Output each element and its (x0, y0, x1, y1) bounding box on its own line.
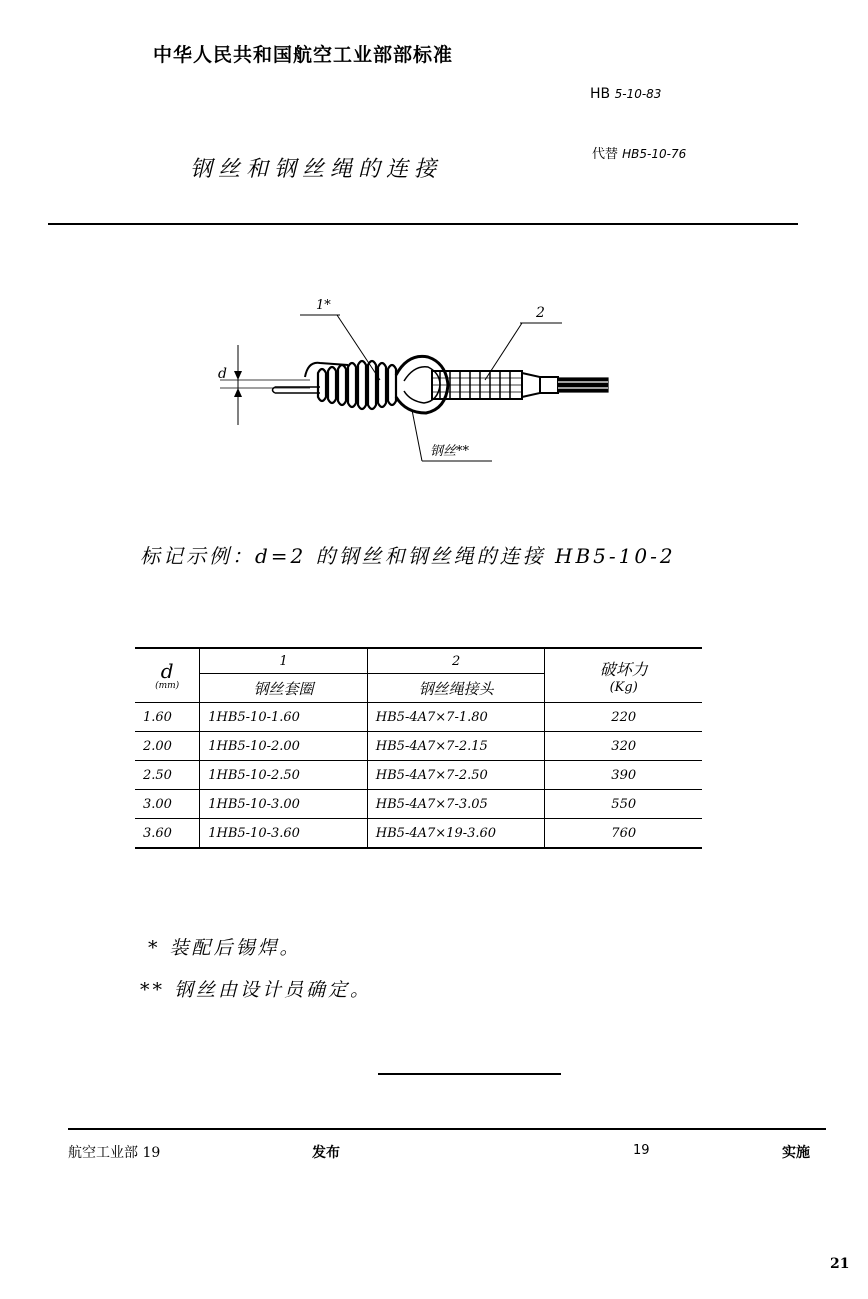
cell-breaking-force: 220 (545, 703, 702, 732)
cell-d: 2.50 (135, 761, 200, 790)
label-wire: 钢丝** (430, 444, 470, 459)
cell-breaking-force: 550 (545, 790, 702, 819)
col-d-unit: (mm) (155, 680, 180, 691)
col-force-title: 破坏力 (599, 659, 648, 679)
rope-fitting (432, 371, 558, 399)
table-row (135, 732, 702, 761)
wire-coil (318, 361, 396, 409)
label-part-2: 2 (536, 305, 545, 321)
col-1-name: 钢丝套圈 (200, 674, 368, 703)
table-row (135, 703, 702, 732)
specification-table (135, 647, 702, 849)
end-mark-line (378, 1073, 561, 1075)
organization-heading: 中华人民共和国航空工业部部标准 (153, 44, 454, 66)
cell-rope-fitting: HB5-4A7×7-2.50 (367, 761, 545, 790)
col-force-header (545, 648, 702, 703)
footer-implement-label: 实施 (782, 1145, 810, 1161)
cell-wire-ring: 1HB5-10-2.00 (200, 732, 368, 761)
page-number: 21 (830, 1256, 850, 1272)
cell-breaking-force: 320 (545, 732, 702, 761)
standard-number-value: 5-10-83 (614, 87, 662, 101)
footer-issue-label: 发布 (312, 1145, 340, 1161)
replaces-standard (592, 143, 686, 162)
col-d-symbol: d (160, 658, 174, 683)
d-arrow-bottom (234, 388, 242, 397)
cell-wire-ring: 1HB5-10-3.00 (200, 790, 368, 819)
cell-breaking-force: 390 (545, 761, 702, 790)
cell-breaking-force: 760 (545, 819, 702, 849)
table-row (135, 761, 702, 790)
note-soldering: * 装配后锡焊。 (148, 937, 302, 959)
d-arrow-top (234, 371, 242, 380)
cell-wire-ring: 1HB5-10-2.50 (200, 761, 368, 790)
col-d-header (135, 648, 200, 703)
cell-rope-fitting: HB5-4A7×7-2.15 (367, 732, 545, 761)
cell-rope-fitting: HB5-4A7×7-1.80 (367, 703, 545, 732)
table-row (135, 790, 702, 819)
cell-wire-ring: 1HB5-10-1.60 (200, 703, 368, 732)
standard-prefix: HB (590, 86, 611, 102)
label-d: d (218, 366, 227, 382)
cell-wire-ring: 1HB5-10-3.60 (200, 819, 368, 849)
cell-d: 3.00 (135, 790, 200, 819)
cell-d: 1.60 (135, 703, 200, 732)
label-part-1: 1* (316, 298, 331, 313)
marking-example: 标记示例：d=2 的钢丝和钢丝绳的连接 HB5-10-2 (140, 544, 676, 568)
col-force-unit: (Kg) (609, 679, 638, 695)
table-row (135, 819, 702, 849)
standard-number (590, 86, 661, 102)
col-2-name: 钢丝绳接头 (367, 674, 545, 703)
footer-divider (68, 1128, 826, 1130)
footer-issuer: 航空工业部 19 (68, 1145, 161, 1161)
connection-diagram (200, 285, 640, 485)
document-title: 钢丝和钢丝绳的连接 (190, 157, 443, 182)
cell-rope-fitting: HB5-4A7×19-3.60 (367, 819, 545, 849)
cell-rope-fitting: HB5-4A7×7-3.05 (367, 790, 545, 819)
footer-implement-year: 19 (633, 1143, 650, 1158)
wire-rope (558, 378, 608, 392)
note-wire-designer: ** 钢丝由设计员确定。 (140, 979, 373, 1001)
col-1-number: 1 (200, 648, 368, 674)
cell-d: 2.00 (135, 732, 200, 761)
replaces-number: HB5-10-76 (622, 147, 687, 161)
header-divider (48, 223, 798, 225)
leader-pointer-wire (412, 410, 422, 461)
col-2-number: 2 (367, 648, 545, 674)
replaces-label: 代替 (592, 147, 619, 162)
cell-d: 3.60 (135, 819, 200, 849)
